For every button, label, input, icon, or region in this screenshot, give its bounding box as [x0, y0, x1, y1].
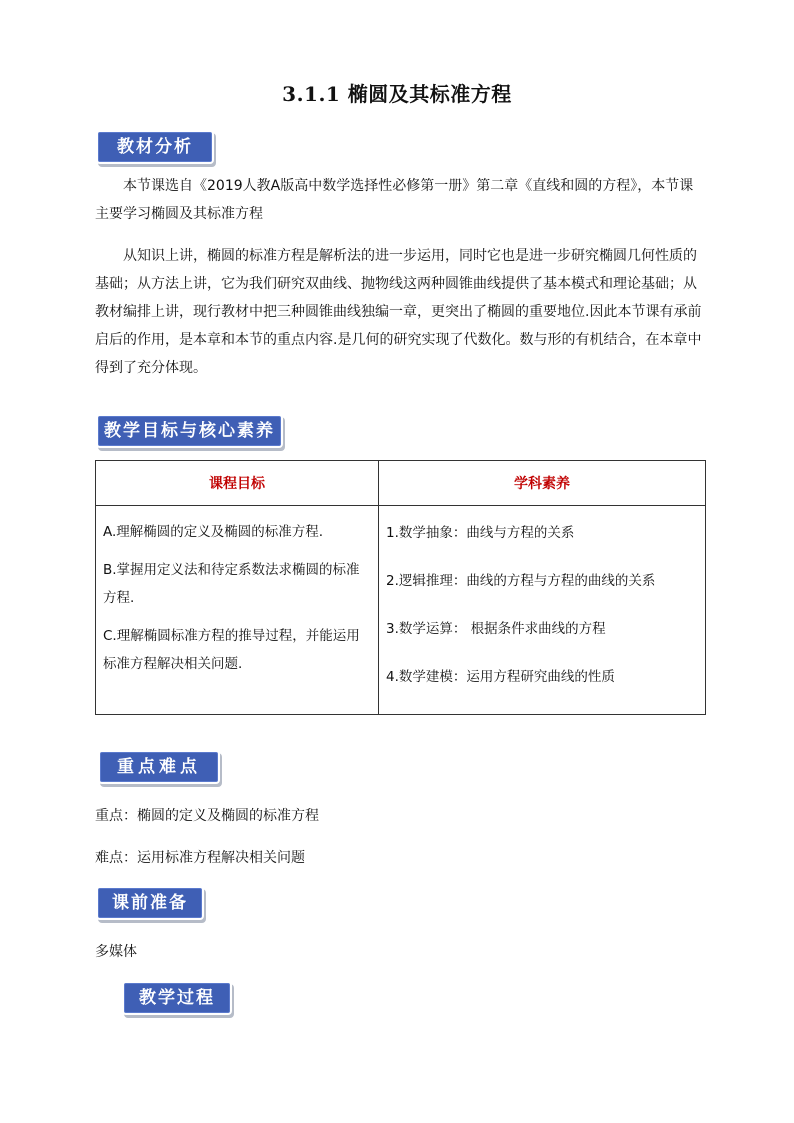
analysis-paragraph-1: 本节课选自《2019人教A版高中数学选择性必修第一册》第二章《直线和圆的方程》，本节课主要学习椭圆及其标准方程 — [95, 178, 694, 222]
literacy-item: 4.数学建模：运用方程研究曲线的性质 — [386, 669, 615, 685]
table-header-literacy: 学科素养 — [379, 461, 706, 506]
section-badge-key-points: 重点难点 — [98, 750, 220, 784]
section-badge-preparation: 课前准备 — [96, 886, 204, 920]
goal-item: B.掌握用定义法和待定系数法求椭圆的标准方程. — [103, 562, 360, 606]
page-title: 3.1.1 椭圆及其标准方程 — [282, 82, 512, 106]
key-point-difficulty: 难点：运用标准方程解决相关问题 — [95, 850, 305, 866]
section-badge-analysis: 教材分析 — [96, 130, 214, 164]
analysis-paragraph-2: 从知识上讲，椭圆的标准方程是解析法的进一步运用，同时它也是进一步研究椭圆几何性质的基础；从方法上讲，它为我们研究双曲线、抛物线这两种圆锥曲线提供了基本模式和理论基础；从教材编排上讲，现行教材中把三种圆锥曲线独编一章，更突出了椭圆的重要地位.因此本节课有承前启后的作用，是本章和本节的重点内容.是几何的研究实现了代数化。数与形的有机结合，在本章中得到了充分体现。 — [95, 248, 702, 376]
literacy-item: 3.数学运算： 根据条件求曲线的方程 — [386, 621, 606, 637]
section-badge-objectives: 教学目标与核心素养 — [96, 414, 283, 448]
section-badge-process: 教学过程 — [122, 981, 232, 1015]
goal-item: A.理解椭圆的定义及椭圆的标准方程. — [103, 524, 324, 540]
table-header-row — [96, 461, 706, 506]
table-row — [96, 506, 706, 715]
table-header-goals: 课程目标 — [96, 461, 379, 506]
literacy-cell — [379, 506, 706, 715]
preparation-text: 多媒体 — [95, 944, 137, 960]
objectives-table — [95, 460, 706, 715]
goal-item: C.理解椭圆标准方程的推导过程，并能运用标准方程解决相关问题. — [103, 628, 360, 672]
key-point-focus: 重点：椭圆的定义及椭圆的标准方程 — [95, 808, 319, 824]
goals-cell — [96, 506, 379, 715]
literacy-item: 2.逻辑推理：曲线的方程与方程的曲线的关系 — [386, 573, 656, 589]
literacy-item: 1.数学抽象：曲线与方程的关系 — [386, 525, 575, 541]
